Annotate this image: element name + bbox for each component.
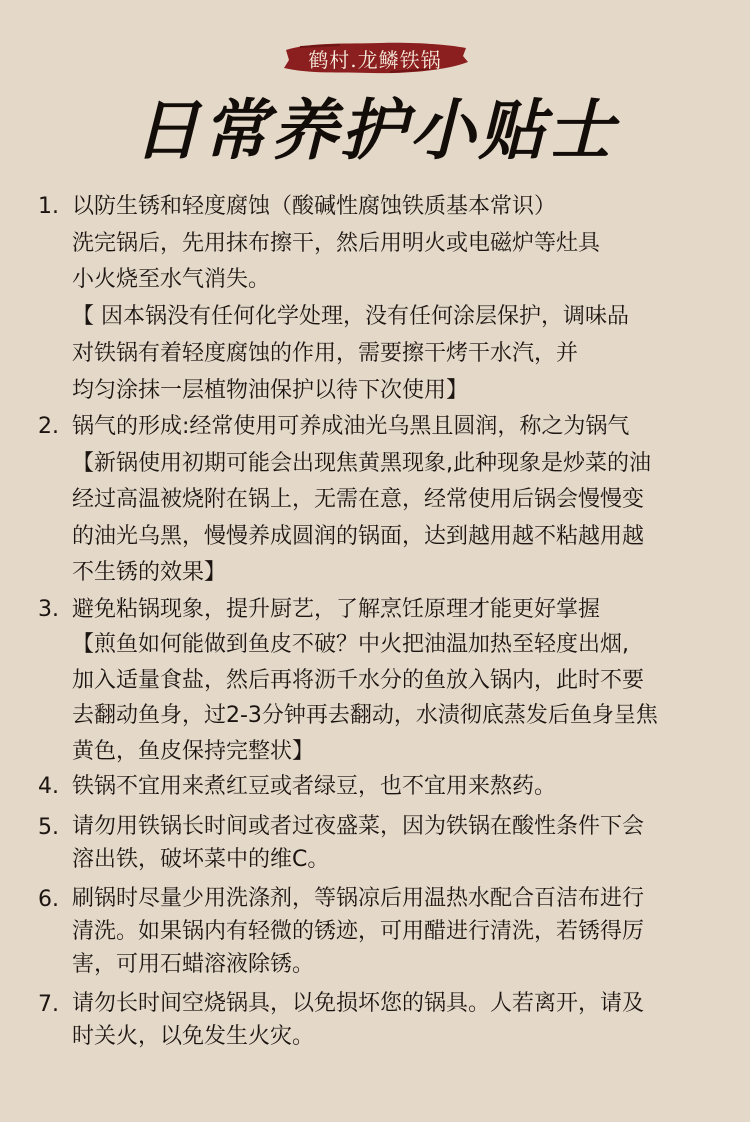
text-line: 以防生锈和轻度腐蚀（酸碱性腐蚀铁质基本常识）	[72, 194, 557, 219]
list-item	[38, 882, 718, 981]
text-line: 经过高温被烧附在锅上，无需在意，经常使用后锅会慢慢变	[72, 487, 645, 513]
list-item-number: 3.	[38, 596, 59, 622]
list-item	[38, 189, 718, 409]
list-item	[38, 592, 718, 770]
list-item	[38, 409, 718, 592]
text-line: 加入适量食盐，然后再将沥千水分的鱼放入锅内，此时不要	[72, 667, 645, 693]
text-line: 铁锅不宜用来煮红豆或者绿豆，也不宜用来熬药。	[72, 774, 557, 800]
list-item-text	[72, 769, 718, 805]
text-line: 清洗。如果锅内有轻微的锈迹，可用醋进行清洗，若锈得厉	[72, 919, 645, 945]
list-item-number: 6.	[38, 887, 59, 913]
list-item	[38, 810, 718, 876]
list-item-number: 1.	[38, 194, 59, 219]
text-line: 去翻动鱼身，过2-3分钟再去翻动，水渍彻底蒸发后鱼身呈焦	[72, 703, 658, 729]
list-item	[38, 769, 718, 805]
text-line: 请勿长时间空烧锅具，以免损坏您的锅具。人若离开，请及	[72, 991, 645, 1017]
list-item-text	[72, 987, 718, 1053]
page-title: 日常养护小贴士	[133, 91, 617, 169]
brand-stamp	[280, 38, 470, 78]
text-line: 黄色，鱼皮保持完整状】	[72, 738, 315, 764]
list-item-number: 7.	[38, 992, 59, 1018]
brand-name: 鹤村.龙鳞铁锅	[308, 47, 442, 72]
tips-list	[38, 189, 718, 1053]
text-line: 【煎鱼如何能做到鱼皮不破？中火把油温加热至轻度出烟,	[72, 632, 629, 658]
text-line: 锅气的形成:经常使用可养成油光乌黑且圆润，称之为锅气	[72, 414, 630, 440]
text-line: 对铁锅有着轻度腐蚀的作用，需要擦干烤干水汽，并	[72, 340, 579, 366]
list-item-number: 4.	[38, 774, 59, 800]
text-line: 【 因本锅没有任何化学处理，没有任何涂层保护，调味品	[72, 304, 629, 330]
list-item-number: 2.	[38, 414, 59, 440]
text-line: 【新锅使用初期可能会出现焦黄黑现象,此种现象是炒菜的油	[72, 450, 651, 476]
list-item-text	[72, 409, 718, 592]
text-line: 请勿用铁锅长时间或者过夜盛菜，因为铁锅在酸性条件下会	[72, 814, 645, 840]
text-line: 避免粘锅现象，提升厨艺，了解烹饪原理才能更好掌握	[72, 596, 601, 622]
list-item-text	[72, 592, 718, 770]
list-item-text	[72, 810, 718, 876]
list-item-text	[72, 882, 718, 981]
text-line: 小火烧至水气消失。	[72, 267, 271, 293]
text-line: 均匀涂抹一层植物油保护以待下次使用】	[72, 377, 469, 403]
text-line: 的油光乌黑，慢慢养成圆润的锅面，达到越用越不粘越用越	[72, 523, 645, 549]
text-line: 溶出铁，破坏菜中的维C。	[72, 847, 330, 873]
text-line: 时关火，以免发生火灾。	[72, 1024, 315, 1050]
list-item	[38, 987, 718, 1053]
text-line: 害，可用石蜡溶液除锈。	[72, 952, 315, 978]
text-line: 洗完锅后，先用抹布擦干，然后用明火或电磁炉等灶具	[72, 230, 601, 256]
list-item-number: 5.	[38, 815, 59, 841]
list-item-text	[72, 189, 718, 409]
text-line: 刷锅时尽量少用洗涤剂，等锅凉后用温热水配合百洁布进行	[72, 886, 645, 912]
text-line: 不生锈的效果】	[72, 560, 227, 586]
